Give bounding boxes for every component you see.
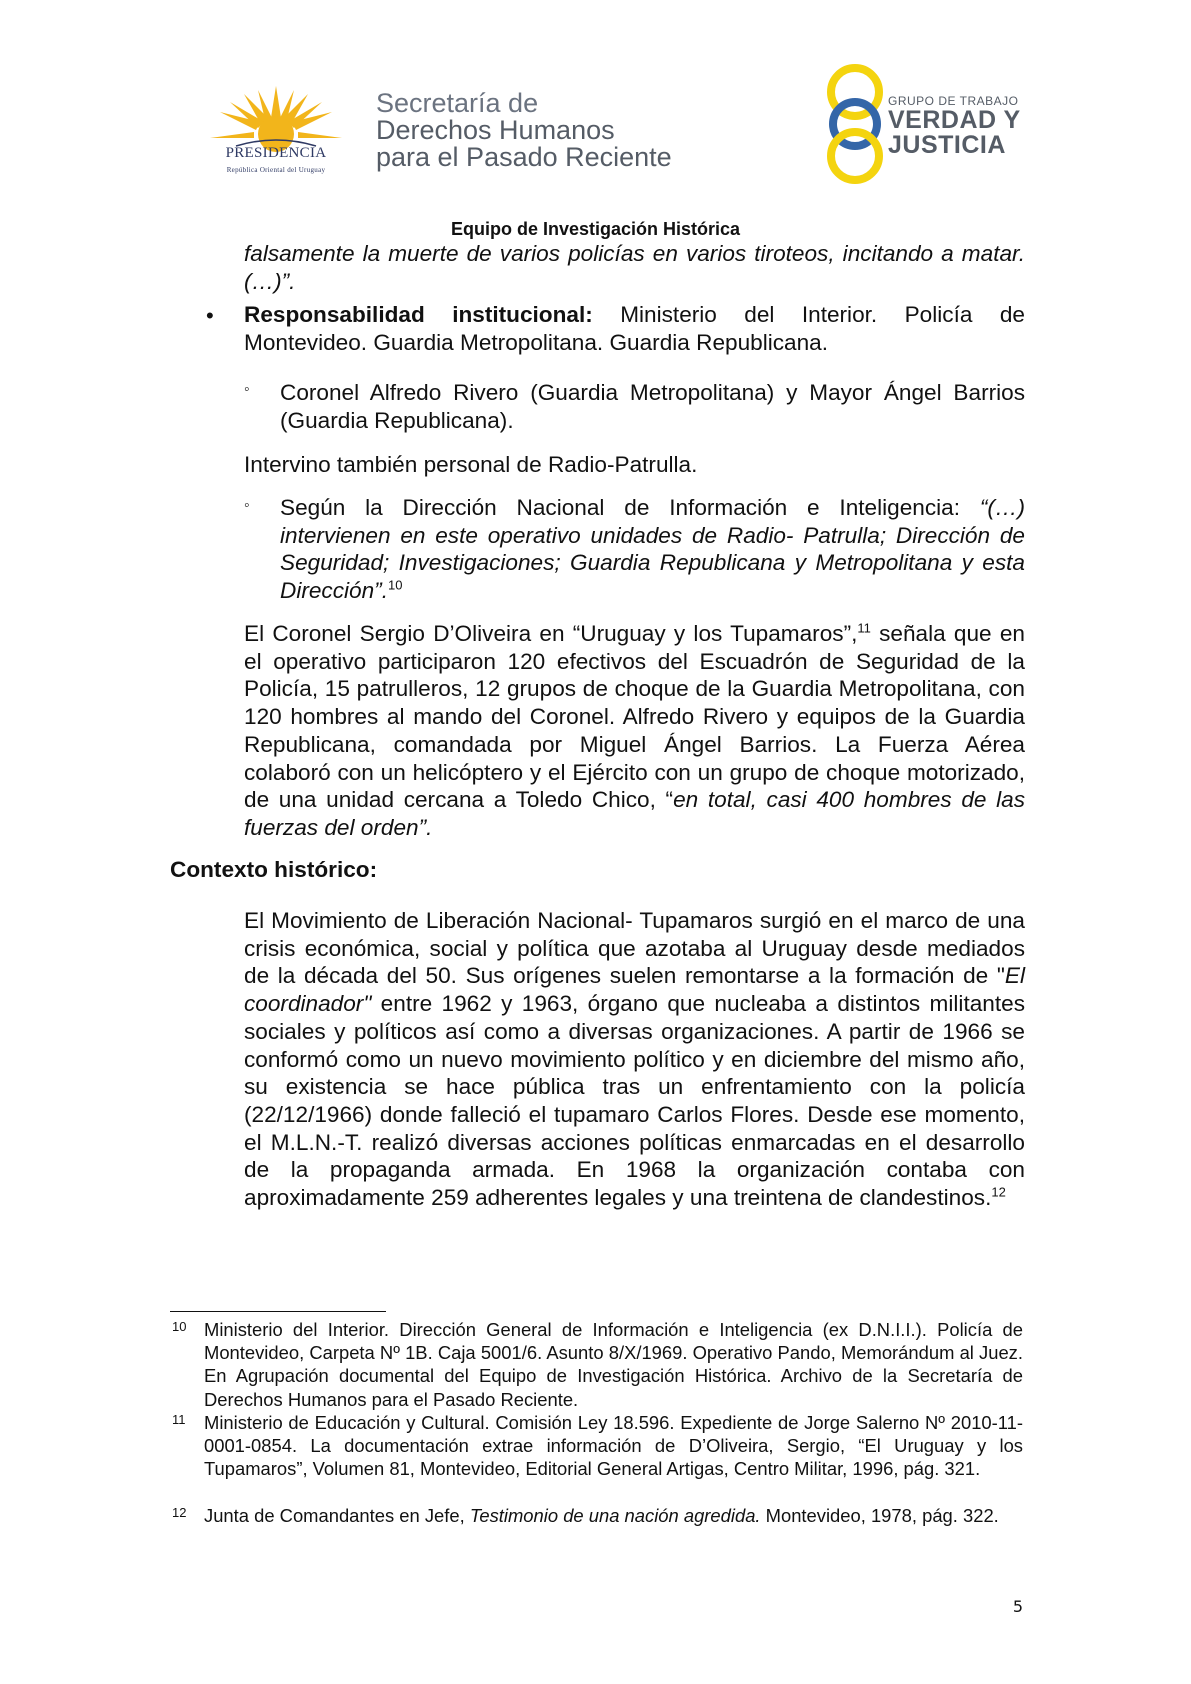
quote-cont-text: falsamente la muerte de varios policías en varios tiroteos, incitando a matar. (…)”. xyxy=(244,241,1025,294)
footnote-12-italic: Testimonio de una nación agredida. xyxy=(469,1505,761,1526)
grupo-line1: GRUPO DE TRABAJO xyxy=(888,94,1019,108)
intervino-paragraph: Intervino también personal de Radio-Patrulla. xyxy=(244,452,698,477)
bullet-icon: • xyxy=(206,303,214,328)
footnote-ref-10: 10 xyxy=(387,577,403,593)
presidencia-sublabel: República Oriental del Uruguay xyxy=(226,166,326,174)
circle-bullet-icon: ◦ xyxy=(244,381,250,398)
segun-lead: Según la Dirección Nacional de Información e Inteligencia: xyxy=(280,495,980,520)
footnote-number-12: 12 xyxy=(172,1505,187,1520)
secretaria-title xyxy=(376,90,672,171)
contexto-text-a: El Movimiento de Liberación Nacional- Tupamaros surgió en el marco de una crisis económica, social y política que azotaba al Uruguay desde mediados de la década del 50. Sus orígenes suelen remontarse a la formación de " xyxy=(244,908,1025,989)
segun-item xyxy=(280,494,1025,605)
secretaria-line1: Secretaría de xyxy=(376,88,539,118)
oliveira-quote: en total, casi 400 hombres de las fuerzas del orden”. xyxy=(244,787,1025,840)
secretaria-line2: Derechos Humanos xyxy=(376,115,615,145)
footnote-11: Ministerio de Educación y Cultural. Comisión Ley 18.596. Expediente de Jorge Salerno Nº 2010-11-0001-0854. La documentación extrae información de D’Oliveira, Sergio, “El Uruguay y los Tupamaros”, Volumen 81, Montevideo, Editorial General Artigas, Centro Militar, 1996, pág. 321. xyxy=(204,1412,1023,1480)
footnote-ref-12: 12 xyxy=(991,1184,1006,1200)
presidencia-label: PRESIDENCIA xyxy=(225,145,327,161)
footnote-12-a: Junta de Comandantes en Jefe, xyxy=(204,1505,470,1526)
contexto-paragraph xyxy=(244,907,1025,1212)
page-number: 5 xyxy=(1012,1597,1023,1616)
team-title: Equipo de Investigación Histórica xyxy=(450,219,741,239)
footnote-ref-11: 11 xyxy=(857,620,871,636)
circle-bullet-icon: ◦ xyxy=(244,497,250,514)
coronel-item: Coronel Alfredo Rivero (Guardia Metropolitana) y Mayor Ángel Barrios (Guardia Republicana). xyxy=(280,380,1025,433)
quote-continuation xyxy=(244,240,1025,295)
footnote-separator xyxy=(170,1311,386,1312)
footnote-12-b: Montevideo, 1978, pág. 322. xyxy=(760,1505,999,1526)
grupo-line3: JUSTICIA xyxy=(888,131,1006,159)
grupo-line2: VERDAD Y xyxy=(888,106,1021,134)
oliveira-text-b: señala que en el operativo participaron 120 efectivos del Escuadrón de Seguridad de la Policía, 15 patrulleros, 12 grupos de choque de la Guardia Metropolitana, con 120 hombres al mando del Coronel. Alfredo Rivero y equipos de la Guardia Republicana, comandada por Miguel Ángel Barrios. La Fuerza Aérea colaboró con un helicóptero y el Ejército con un grupo de choque motorizado, de una unidad cercana a Toledo Chico, “ xyxy=(244,621,1025,813)
oliveira-paragraph xyxy=(244,620,1025,842)
segun-quote: “(…) intervienen en este operativo unidades de Radio- Patrulla; Dirección de Seguridad; Investigaciones; Guardia Republicana y Metropolitana y esta Dirección”. xyxy=(280,495,1025,604)
footnote-number-11: 11 xyxy=(172,1412,186,1427)
grupo-rings-logo xyxy=(810,62,900,187)
responsabilidad-text: Ministerio del Interior. Policía de Montevideo. Guardia Metropolitana. Guardia Republicana. xyxy=(244,302,1025,355)
footnote-10: Ministerio del Interior. Dirección General de Información e Inteligencia (ex D.N.I.I.). Policía de Montevideo, Carpeta Nº 1B. Caja 5001/6. Asunto 8/X/1969. Operativo Pando, Memorándum al Juez. En Agrupación documental del Equipo de Investigación Histórica. Archivo de la Secretaría de Derechos Humanos para el Pasado Reciente. xyxy=(204,1319,1023,1410)
footnote-number-10: 10 xyxy=(172,1319,187,1334)
responsabilidad-item xyxy=(244,301,1025,356)
grupo-title xyxy=(888,94,1021,158)
oliveira-text-a: El Coronel Sergio D’Oliveira en “Uruguay y los Tupamaros”, xyxy=(244,621,858,646)
contexto-heading: Contexto histórico: xyxy=(170,857,378,882)
contexto-text-b: entre 1962 y 1963, órgano que nucleaba a distintos militantes sociales y políticos así como a diversas organizaciones. A partir de 1966 se conformó como un nuevo movimiento político y en diciembre del mismo año, su existencia se hace pública tras un enfrentamiento con la policía (22/12/1966) donde falleció el tupamaro Carlos Flores. Desde ese momento, el M.L.N.-T. realizó diversas acciones políticas enmarcadas en el desarrollo de la propaganda armada. En 1968 la organización contaba con aproximadamente 259 adherentes legales y una treintena de clandestinos. xyxy=(244,991,1025,1211)
contexto-italic: El coordinador" xyxy=(244,963,1025,1017)
responsabilidad-label: Responsabilidad institucional: xyxy=(244,302,593,327)
secretaria-line3: para el Pasado Reciente xyxy=(376,142,672,172)
footnote-12 xyxy=(204,1504,1023,1527)
